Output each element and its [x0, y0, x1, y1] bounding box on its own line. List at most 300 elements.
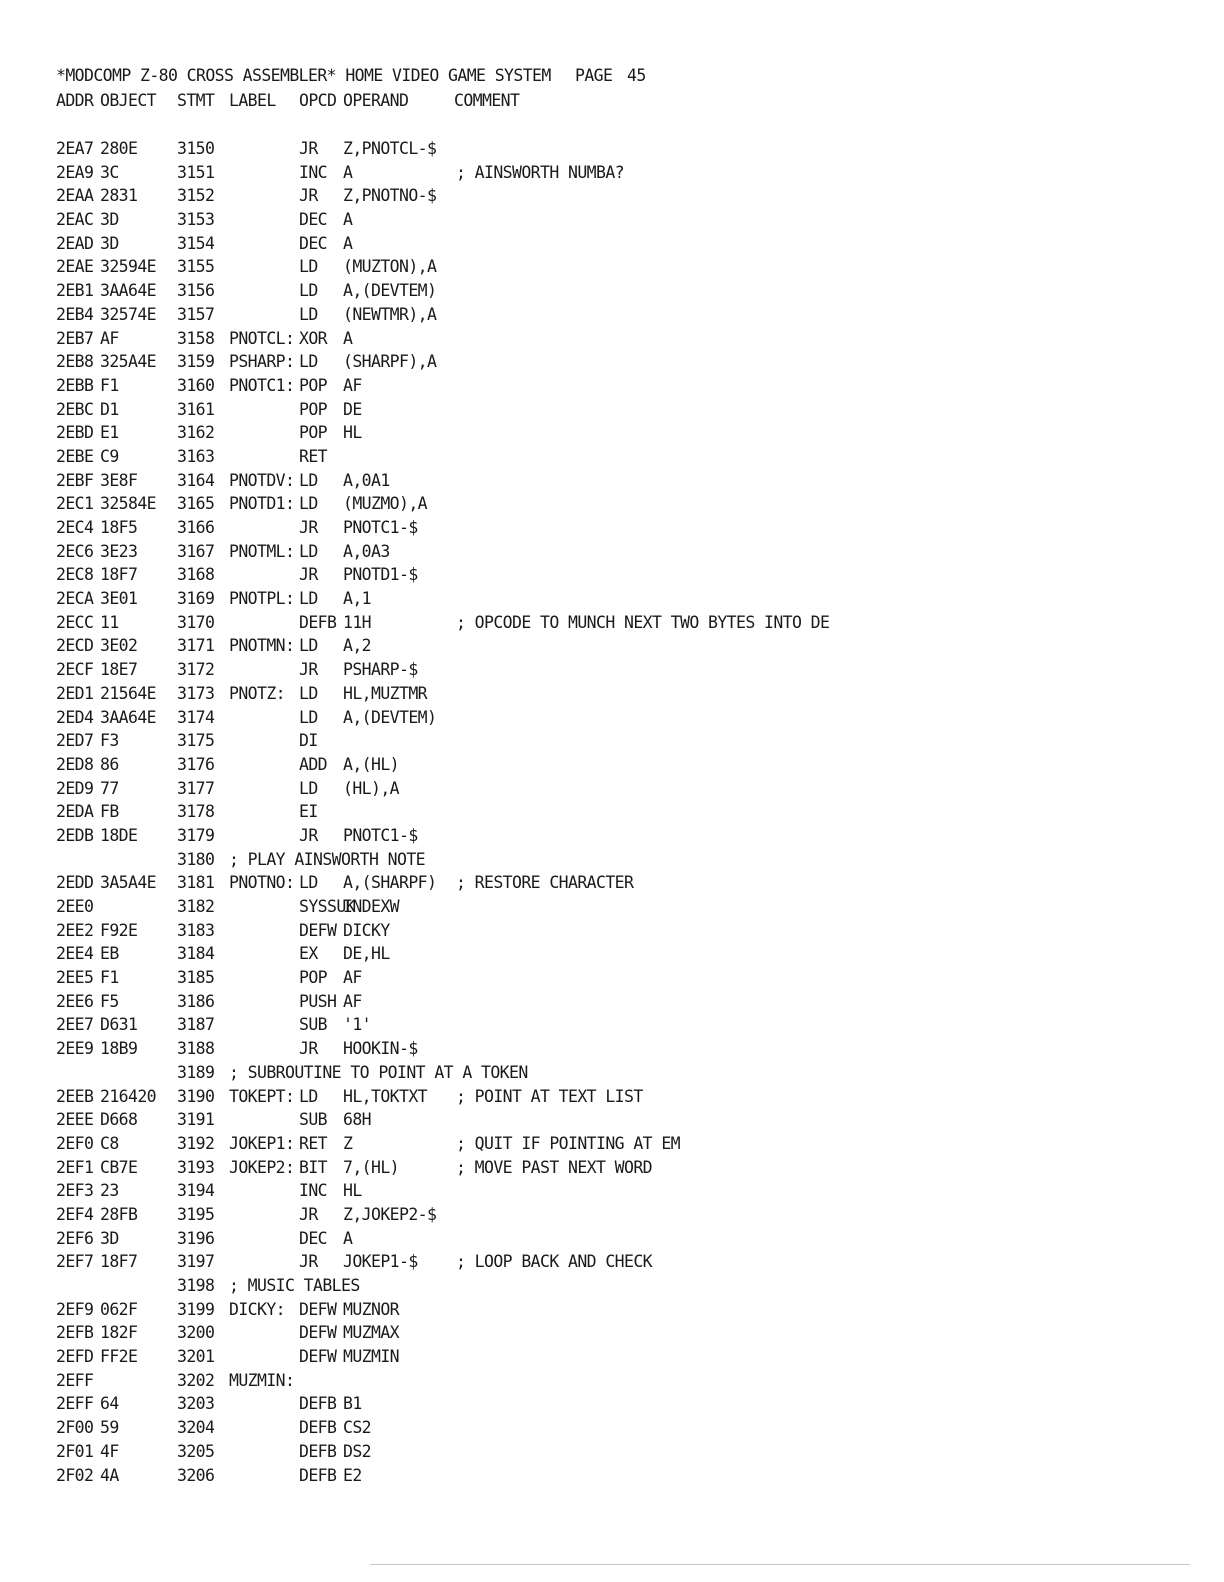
opcode-cell: LD [299, 1086, 318, 1106]
stmt-cell: 3162 [177, 423, 215, 443]
stmt-cell: 3183 [177, 920, 215, 940]
label-cell: PNOTDV: [229, 470, 295, 490]
object-cell: 280E [100, 139, 138, 158]
stmt-cell: 3172 [177, 660, 215, 680]
operand-cell: MUZMIN [343, 1347, 400, 1367]
opcode-cell: SUB [299, 1110, 328, 1130]
listing-row [56, 1345, 1176, 1369]
stmt-cell: 3181 [177, 873, 215, 893]
object-cell: 3D [100, 1228, 119, 1248]
listing-row [56, 1416, 1176, 1440]
opcode-cell: XOR [299, 328, 328, 348]
opcode-cell: RET [299, 1133, 328, 1153]
stmt-cell: 3173 [177, 683, 215, 703]
addr-cell: 2EF7 [56, 1252, 94, 1272]
operand-cell: AF [343, 375, 362, 395]
listing-row [56, 255, 1176, 279]
label-cell: MUZMIN: [229, 1370, 295, 1390]
label-cell: PNOTML: [229, 541, 295, 561]
operand-cell: A,(HL) [343, 754, 400, 774]
addr-cell: 2EF0 [56, 1133, 94, 1153]
operand-cell: (SHARPF),A [343, 352, 437, 372]
stmt-cell: 3202 [177, 1370, 215, 1390]
object-cell: 23 [100, 1181, 119, 1201]
operand-cell: MUZMAX [343, 1323, 400, 1343]
assembler-title: *MODCOMP Z-80 CROSS ASSEMBLER* HOME VIDEO GAME SYSTEM [56, 66, 551, 85]
operand-cell: 68H [343, 1110, 372, 1130]
opcode-cell: ADD [299, 754, 328, 774]
addr-cell: 2EBF [56, 470, 94, 490]
operand-cell: A [343, 162, 353, 182]
addr-cell: 2EA9 [56, 162, 94, 182]
listing-row [56, 824, 1176, 848]
addr-cell: 2EBC [56, 399, 94, 419]
listing-row [56, 1179, 1176, 1203]
object-cell: F92E [100, 920, 138, 940]
opcode-cell: EX [299, 944, 318, 964]
label-cell: PSHARP: [229, 352, 295, 372]
listing-row [56, 350, 1176, 374]
operand-cell: A [343, 210, 353, 230]
object-cell: 11 [100, 612, 119, 632]
stmt-cell: 3152 [177, 186, 215, 206]
opcode-cell: LD [299, 304, 318, 324]
addr-cell: 2ED8 [56, 754, 94, 774]
listing-row [56, 232, 1176, 256]
addr-cell: 2EF4 [56, 1204, 94, 1224]
stmt-cell: 3161 [177, 399, 215, 419]
stmt-cell: 3182 [177, 897, 215, 916]
stmt-cell: 3184 [177, 944, 215, 964]
operand-cell: MUZNOR [343, 1299, 400, 1319]
line-comment-cell: ; PLAY AINSWORTH NOTE [229, 849, 426, 869]
object-cell: 4A [100, 1465, 119, 1485]
object-cell: F3 [100, 731, 119, 751]
operand-cell: (HL),A [343, 778, 400, 798]
operand-cell: HL,MUZTMR [343, 683, 428, 703]
stmt-cell: 3188 [177, 1039, 215, 1059]
stmt-cell: 3174 [177, 707, 215, 727]
listing-row [56, 682, 1176, 706]
label-cell: TOKEPT: [229, 1086, 295, 1106]
object-cell: 18F5 [100, 518, 138, 537]
opcode-cell: DEFW [299, 920, 337, 940]
opcode-cell: POP [299, 968, 328, 988]
listing-row [56, 184, 1176, 208]
stmt-cell: 3160 [177, 375, 215, 395]
object-cell: 3E23 [100, 541, 138, 561]
listing-row [56, 540, 1176, 564]
object-cell: 216420 [100, 1086, 157, 1106]
label-cell: DICKY: [229, 1299, 286, 1319]
stmt-cell: 3151 [177, 162, 215, 182]
addr-cell: 2ED1 [56, 683, 94, 703]
comment-cell: ; RESTORE CHARACTER [456, 873, 634, 893]
operand-cell: 7,(HL) [343, 1157, 400, 1177]
operand-cell: A,2 [343, 636, 372, 656]
object-cell: AF [100, 328, 119, 348]
operand-cell: HOOKIN-$ [343, 1039, 418, 1059]
col-opcd: OPCD [299, 91, 337, 110]
operand-cell: Z [343, 1133, 353, 1153]
operand-cell: A [343, 1228, 353, 1248]
addr-cell: 2EB8 [56, 352, 94, 372]
comment-cell: ; MOVE PAST NEXT WORD [456, 1157, 653, 1177]
page-number: 45 [627, 66, 646, 85]
operand-cell: A [343, 328, 353, 348]
listing-row [56, 587, 1176, 611]
opcode-cell: DEC [299, 210, 328, 230]
addr-cell: 2ED4 [56, 707, 94, 727]
stmt-cell: 3156 [177, 281, 215, 301]
listing-row [56, 895, 1176, 919]
opcode-cell: JR [299, 660, 318, 680]
opcode-cell: DI [299, 731, 318, 751]
operand-cell: DE [343, 399, 362, 419]
scan-artifact-line [370, 1564, 1190, 1565]
listing-row [56, 800, 1176, 824]
opcode-cell: DEFB [299, 1465, 337, 1485]
opcode-cell: LD [299, 873, 318, 893]
listing-row [56, 1392, 1176, 1416]
stmt-cell: 3155 [177, 257, 215, 277]
stmt-cell: 3163 [177, 446, 215, 466]
listing-row [56, 1108, 1176, 1132]
object-cell: 18DE [100, 825, 138, 845]
object-cell: 3D [100, 210, 119, 230]
object-cell: C9 [100, 446, 119, 466]
comment-cell: ; POINT AT TEXT LIST [456, 1086, 643, 1106]
operand-cell: (NEWTMR),A [343, 304, 437, 324]
opcode-cell: DEFW [299, 1347, 337, 1367]
addr-cell: 2F02 [56, 1465, 94, 1485]
object-cell: 062F [100, 1299, 138, 1319]
stmt-cell: 3158 [177, 328, 215, 348]
listing-row [56, 1013, 1176, 1037]
stmt-cell: 3187 [177, 1015, 215, 1035]
addr-cell: 2ED7 [56, 731, 94, 751]
object-cell: EB [100, 944, 119, 964]
listing-row [56, 611, 1176, 635]
stmt-cell: 3190 [177, 1086, 215, 1106]
listing-row [56, 753, 1176, 777]
stmt-cell: 3175 [177, 731, 215, 751]
operand-cell: PSHARP-$ [343, 660, 418, 680]
label-cell: JOKEP2: [229, 1157, 295, 1177]
listing-row [56, 990, 1176, 1014]
comment-cell: ; AINSWORTH NUMBA? [456, 162, 625, 182]
addr-cell: 2EE6 [56, 991, 94, 1011]
operand-cell: DS2 [343, 1441, 372, 1461]
listing-row [56, 374, 1176, 398]
stmt-cell: 3177 [177, 778, 215, 798]
comment-cell: ; LOOP BACK AND CHECK [456, 1252, 653, 1272]
addr-cell: 2EF9 [56, 1299, 94, 1319]
object-cell: F1 [100, 375, 119, 395]
listing-row [56, 137, 1176, 161]
opcode-cell: LD [299, 541, 318, 561]
opcode-cell: RET [299, 446, 328, 466]
addr-cell: 2ECC [56, 612, 94, 632]
col-label: LABEL [229, 91, 276, 110]
operand-cell: A,0A3 [343, 541, 390, 561]
opcode-cell: LD [299, 281, 318, 301]
stmt-cell: 3176 [177, 754, 215, 774]
operand-cell: JOKEP1-$ [343, 1252, 418, 1272]
listing-row [56, 777, 1176, 801]
stmt-cell: 3196 [177, 1228, 215, 1248]
stmt-cell: 3165 [177, 494, 215, 514]
opcode-cell: JR [299, 518, 318, 537]
addr-cell: 2EE5 [56, 968, 94, 988]
line-comment-cell: ; MUSIC TABLES [229, 1276, 360, 1295]
listing-row [56, 729, 1176, 753]
object-cell: 325A4E [100, 352, 157, 372]
listing-row [56, 634, 1176, 658]
line-comment-cell: ; SUBROUTINE TO POINT AT A TOKEN [229, 1062, 528, 1082]
opcode-cell: LD [299, 636, 318, 656]
listing-row [56, 919, 1176, 943]
stmt-cell: 3169 [177, 589, 215, 609]
stmt-cell: 3164 [177, 470, 215, 490]
listing-row [56, 848, 1176, 872]
operand-cell: 11H [343, 612, 372, 632]
object-cell: 3E02 [100, 636, 138, 656]
listing-row [56, 658, 1176, 682]
operand-cell: A [343, 233, 353, 253]
addr-cell: 2EBD [56, 423, 94, 443]
object-cell: 32584E [100, 494, 157, 514]
opcode-cell: LD [299, 494, 318, 514]
object-cell: 64 [100, 1394, 119, 1414]
col-comment: COMMENT [454, 91, 520, 110]
stmt-cell: 3168 [177, 565, 215, 585]
addr-cell: 2EEB [56, 1086, 94, 1106]
object-cell: CB7E [100, 1157, 138, 1177]
object-cell: D668 [100, 1110, 138, 1130]
listing-row [56, 1464, 1176, 1488]
listing-row [56, 1156, 1176, 1180]
opcode-cell: LD [299, 470, 318, 490]
opcode-cell: BIT [299, 1157, 328, 1177]
operand-cell: HL [343, 1181, 362, 1201]
operand-cell: HL [343, 423, 362, 443]
stmt-cell: 3206 [177, 1465, 215, 1485]
addr-cell: 2EB4 [56, 304, 94, 324]
addr-cell: 2F01 [56, 1441, 94, 1461]
operand-cell: DICKY [343, 920, 390, 940]
addr-cell: 2EC6 [56, 541, 94, 561]
stmt-cell: 3205 [177, 1441, 215, 1461]
addr-cell: 2EBE [56, 446, 94, 466]
stmt-cell: 3195 [177, 1204, 215, 1224]
stmt-cell: 3150 [177, 139, 215, 158]
object-cell: 32594E [100, 257, 157, 277]
stmt-cell: 3199 [177, 1299, 215, 1319]
col-addr: ADDR [56, 91, 94, 110]
operand-cell: Z,JOKEP2-$ [343, 1204, 437, 1224]
label-cell: PNOTNO: [229, 873, 295, 893]
addr-cell: 2ECD [56, 636, 94, 656]
listing-row [56, 563, 1176, 587]
listing-row [56, 1321, 1176, 1345]
opcode-cell: JR [299, 186, 318, 206]
assembly-listing [56, 137, 1176, 1487]
stmt-cell: 3154 [177, 233, 215, 253]
opcode-cell: DEFB [299, 612, 337, 632]
object-cell: 18E7 [100, 660, 138, 680]
operand-cell: A,1 [343, 589, 372, 609]
listing-row [56, 1274, 1176, 1298]
stmt-cell: 3198 [177, 1276, 215, 1295]
listing-row [56, 1085, 1176, 1109]
opcode-cell: POP [299, 399, 328, 419]
listing-row [56, 327, 1176, 351]
opcode-cell: JR [299, 139, 318, 158]
opcode-cell: SYSSUK [299, 897, 356, 916]
label-cell: PNOTC1: [229, 375, 295, 395]
addr-cell: 2EFB [56, 1323, 94, 1343]
object-cell: F1 [100, 968, 119, 988]
addr-cell: 2EE4 [56, 944, 94, 964]
opcode-cell: INC [299, 1181, 328, 1201]
stmt-cell: 3153 [177, 210, 215, 230]
addr-cell: 2EFF [56, 1370, 94, 1390]
page-label: PAGE [575, 66, 613, 85]
object-cell: 4F [100, 1441, 119, 1461]
stmt-cell: 3179 [177, 825, 215, 845]
object-cell: 77 [100, 778, 119, 798]
object-cell: 3AA64E [100, 707, 157, 727]
object-cell: 3AA64E [100, 281, 157, 301]
addr-cell: 2EDD [56, 873, 94, 893]
object-cell: E1 [100, 423, 119, 443]
label-cell: PNOTD1: [229, 494, 295, 514]
opcode-cell: LD [299, 352, 318, 372]
operand-cell: B1 [343, 1394, 362, 1414]
addr-cell: 2EB1 [56, 281, 94, 301]
stmt-cell: 3193 [177, 1157, 215, 1177]
opcode-cell: JR [299, 825, 318, 845]
label-cell: PNOTMN: [229, 636, 295, 656]
addr-cell: 2EC1 [56, 494, 94, 514]
label-cell: PNOTPL: [229, 589, 295, 609]
object-cell: 2831 [100, 186, 138, 206]
operand-cell: A,(DEVTEM) [343, 707, 437, 727]
addr-cell: 2EC8 [56, 565, 94, 585]
opcode-cell: EI [299, 802, 318, 822]
stmt-cell: 3194 [177, 1181, 215, 1201]
operand-cell: PNOTC1-$ [343, 825, 418, 845]
addr-cell: 2EF6 [56, 1228, 94, 1248]
addr-cell: 2EE2 [56, 920, 94, 940]
opcode-cell: LD [299, 707, 318, 727]
operand-cell: PNOTD1-$ [343, 565, 418, 585]
opcode-cell: DEC [299, 233, 328, 253]
addr-cell: 2EAA [56, 186, 94, 206]
addr-cell: 2F00 [56, 1418, 94, 1438]
stmt-cell: 3197 [177, 1252, 215, 1272]
operand-cell: A,(SHARPF) [343, 873, 437, 893]
addr-cell: 2EFD [56, 1347, 94, 1367]
listing-row [56, 1203, 1176, 1227]
addr-cell: 2ECF [56, 660, 94, 680]
addr-cell: 2EF1 [56, 1157, 94, 1177]
opcode-cell: INC [299, 162, 328, 182]
listing-row [56, 706, 1176, 730]
stmt-cell: 3166 [177, 518, 215, 537]
label-cell: PNOTCL: [229, 328, 295, 348]
object-cell: 3E8F [100, 470, 138, 490]
addr-cell: 2EF3 [56, 1181, 94, 1201]
object-cell: 18F7 [100, 1252, 138, 1272]
opcode-cell: POP [299, 375, 328, 395]
addr-cell: 2EC4 [56, 518, 94, 537]
object-cell: FB [100, 802, 119, 822]
listing-row [56, 1369, 1176, 1393]
operand-cell: HL,TOKTXT [343, 1086, 428, 1106]
listing-row [56, 942, 1176, 966]
listing-row [56, 469, 1176, 493]
object-cell: 182F [100, 1323, 138, 1343]
addr-cell: 2ECA [56, 589, 94, 609]
operand-cell: E2 [343, 1465, 362, 1485]
stmt-cell: 3203 [177, 1394, 215, 1414]
operand-cell: (MUZTON),A [343, 257, 437, 277]
stmt-cell: 3180 [177, 849, 215, 869]
addr-cell: 2EA7 [56, 139, 94, 158]
opcode-cell: DEFW [299, 1323, 337, 1343]
addr-cell: 2EE9 [56, 1039, 94, 1059]
object-cell: 86 [100, 754, 119, 774]
operand-cell: AF [343, 968, 362, 988]
addr-cell: 2EDA [56, 802, 94, 822]
object-cell: 3A5A4E [100, 873, 157, 893]
opcode-cell: DEFB [299, 1394, 337, 1414]
label-cell: JOKEP1: [229, 1133, 295, 1153]
listing-row [56, 303, 1176, 327]
addr-cell: 2EAC [56, 210, 94, 230]
operand-cell: DE,HL [343, 944, 390, 964]
opcode-cell: PUSH [299, 991, 337, 1011]
col-object: OBJECT [100, 91, 157, 110]
opcode-cell: DEFW [299, 1299, 337, 1319]
listing-row [56, 1440, 1176, 1464]
addr-cell: 2EFF [56, 1394, 94, 1414]
opcode-cell: JR [299, 565, 318, 585]
opcode-cell: JR [299, 1204, 318, 1224]
listing-row [56, 445, 1176, 469]
listing-row [56, 966, 1176, 990]
object-cell: 32574E [100, 304, 157, 324]
addr-cell: 2EBB [56, 375, 94, 395]
listing-row [56, 1037, 1176, 1061]
operand-cell: INDEXW [343, 897, 400, 916]
opcode-cell: JR [299, 1252, 318, 1272]
stmt-cell: 3171 [177, 636, 215, 656]
listing-row [56, 421, 1176, 445]
addr-cell: 2EAE [56, 257, 94, 277]
listing-row [56, 1250, 1176, 1274]
listing-row [56, 871, 1176, 895]
operand-cell: Z,PNOTNO-$ [343, 186, 437, 206]
label-cell: PNOTZ: [229, 683, 286, 703]
listing-row [56, 208, 1176, 232]
object-cell: 3C [100, 162, 119, 182]
stmt-cell: 3159 [177, 352, 215, 372]
object-cell: 3E01 [100, 589, 138, 609]
listing-row [56, 1061, 1176, 1085]
